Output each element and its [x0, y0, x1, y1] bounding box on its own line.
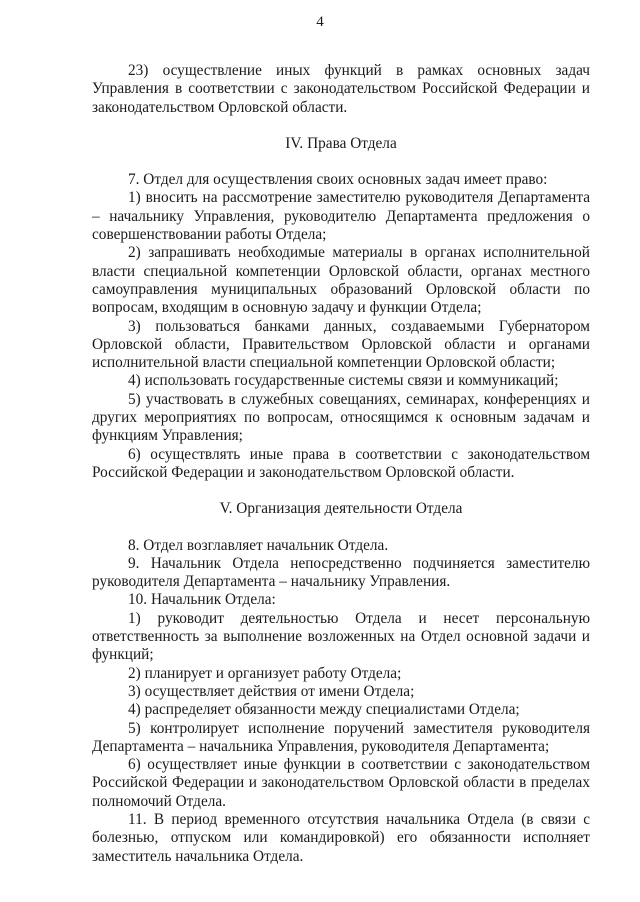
page-number: 4: [316, 14, 324, 30]
paragraph-9: 9. Начальник Отдела непосредственно подчиняется заместителю руководителя Департамента – начальнику Управления.: [92, 554, 590, 591]
duties-item-5: 5) контролирует исполнение поручений заместителя руководителя Департамента – начальника Управления, руководителя Департамента;: [92, 719, 590, 755]
rights-item-5: 5) участвовать в служебных совещаниях, семинарах, конференциях и других мероприятиях по вопросам, относящимся к основным задачам и функциям Управления;: [92, 390, 590, 445]
duties-item-6: 6) осуществляет иные функции в соответствии с законодательством Российской Федерации и законодательством Орловской области в пределах полномочий Отдела.: [92, 756, 590, 810]
rights-item-3: 3) пользоваться банками данных, создаваемыми Губернатором Орловской области, Правительством Орловской области и органами исполнительной власти специальной компетенции Орловской области;: [92, 317, 590, 372]
duties-item-2: 2) планирует и организует работу Отдела;: [128, 664, 402, 682]
paragraph-item-23: 23) осуществление иных функций в рамках основных задач Управления в соответствии с законодательством Российской Федерации и законодательством Орловской области.: [92, 62, 590, 116]
duties-item-4: 4) распределяет обязанности между специалистами Отдела;: [128, 701, 520, 719]
duties-item-1: 1) руководит деятельностью Отдела и несет персональную ответственность за выполнение возложенных на Отдел основной задачи и функций;: [92, 609, 590, 664]
duties-item-3: 3) осуществляет действия от имени Отдела;: [128, 682, 415, 700]
section-heading-rights: IV. Права Отдела: [285, 134, 397, 152]
rights-item-4: 4) использовать государственные системы связи и коммуникаций;: [128, 372, 559, 390]
paragraph-11: 11. В период временного отсутствия начальника Отдела (в связи с болезнью, отпуском или командировкой) его обязанности исполняет заместитель начальника Отдела.: [92, 810, 590, 865]
rights-item-6: 6) осуществлять иные права в соответствии с законодательством Российской Федерации и законодательством Орловской области.: [92, 445, 590, 481]
document-body: [92, 62, 590, 866]
rights-item-1: 1) вносить на рассмотрение заместителю руководителя Департамента – начальнику Управления, руководителю Департамента предложения о совершенствовании работы Отдела;: [92, 189, 590, 244]
paragraph-8: 8. Отдел возглавляет начальник Отдела.: [128, 536, 389, 554]
rights-item-2: 2) запрашивать необходимые материалы в органах исполнительной власти специальной компетенции Орловской области, органах местного самоуправления муниципальных образований Орловской области по вопросам, входящим в основную задачу и функции Отдела;: [92, 244, 590, 317]
paragraph-10: 10. Начальник Отдела:: [128, 591, 276, 609]
paragraph-7: 7. Отдел для осуществления своих основных задач имеет право:: [128, 171, 548, 189]
section-heading-organization: V. Организация деятельности Отдела: [219, 500, 463, 518]
